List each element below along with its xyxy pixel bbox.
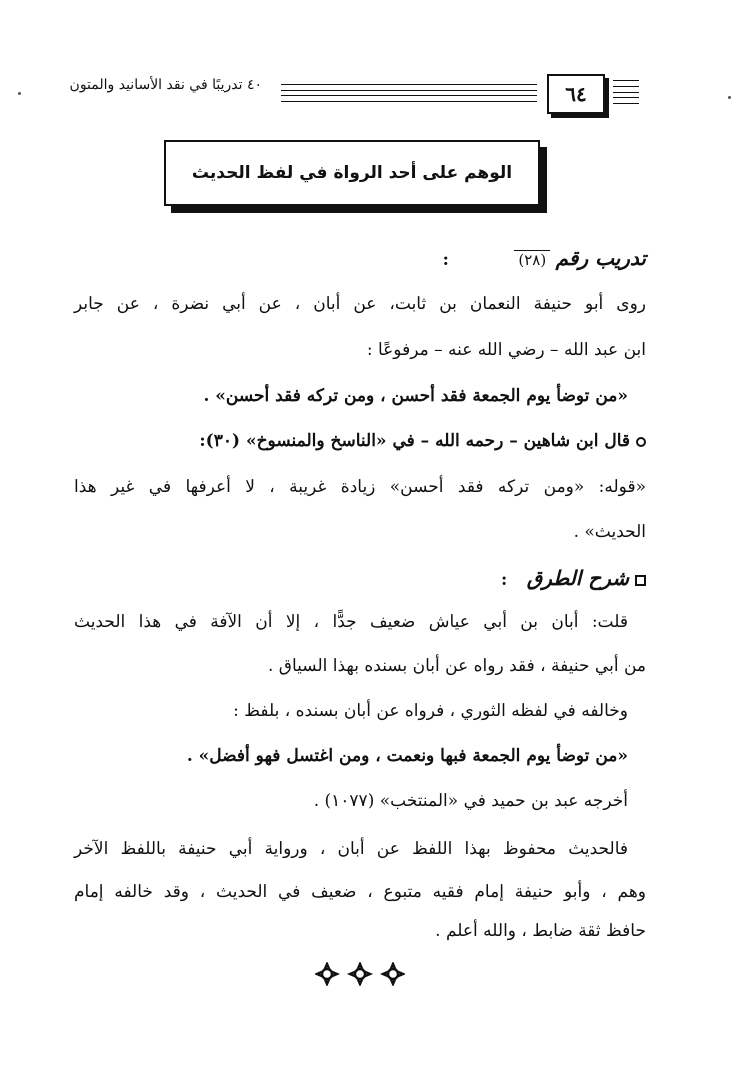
note-text: قال ابن شاهين – رحمه الله – في «الناسخ والمنسوخ» (٣٠):	[199, 431, 630, 451]
explanation-heading	[501, 563, 646, 595]
exercise-heading	[443, 243, 646, 275]
explanation-colon: :	[501, 570, 508, 590]
note-line	[199, 426, 646, 456]
flower-ornament-icon	[317, 964, 337, 984]
section-title: الوهم على أحد الرواة في لفظ الحديث	[164, 140, 540, 206]
ornament-row	[315, 962, 405, 986]
paragraph-line: من أبي حنيفة ، فقد رواه عن أبان بسنده بهذا السياق .	[267, 656, 646, 676]
header-rule-right	[613, 80, 639, 104]
running-title: ٤٠ تدريبًا في نقد الأسانيد والمتون	[69, 77, 262, 93]
explanation-label: شرح الطرق	[526, 566, 629, 590]
paragraph-line: الحديث» .	[573, 522, 646, 542]
page-number: ٦٤	[547, 74, 605, 114]
flower-ornament-icon	[350, 964, 370, 984]
paragraph-line: روى أبو حنيفة النعمان بن ثابت، عن أبان ، عن أبي نضرة ، عن جابر	[74, 294, 646, 314]
paragraph-line: أخرجه عبد بن حميد في «المنتخب» (١٠٧٧) .	[313, 791, 628, 811]
paragraph-line: ابن عبد الله – رضي الله عنه – مرفوعًا :	[366, 340, 646, 360]
paragraph-line: حافظ ثقة ضابط ، والله أعلم .	[435, 921, 646, 941]
hadith-quote: «من توضأ يوم الجمعة فقد أحسن ، ومن تركه فقد أحسن» .	[203, 386, 628, 406]
margin-dot	[728, 96, 731, 99]
paragraph-line: «قوله: «ومن تركه فقد أحسن» زيادة غريبة ، لا أعرفها في غير هذا	[74, 477, 646, 497]
circle-bullet-icon	[636, 437, 646, 447]
exercise-label: تدريب رقم	[555, 246, 646, 270]
paragraph-line: وخالفه في لفظه الثوري ، فرواه عن أبان بسنده ، بلفظ :	[233, 701, 628, 721]
paragraph-line: وهم ، وأبو حنيفة إمام فقيه متبوع ، ضعيف في الحديث ، وقد خالفه إمام	[74, 882, 646, 902]
flower-ornament-icon	[383, 964, 403, 984]
square-bullet-icon	[635, 575, 646, 586]
header-rule-left	[281, 84, 537, 102]
exercise-number: (٢٨)	[514, 250, 550, 269]
exercise-colon: :	[442, 250, 449, 270]
hadith-quote: «من توضأ يوم الجمعة فبها ونعمت ، ومن اغتسل فهو أفضل» .	[186, 746, 628, 766]
paragraph-line: قلت: أبان بن أبي عياش ضعيف جدًّا ، إلا أن الآفة في هذا الحديث	[74, 612, 628, 632]
margin-dot	[18, 92, 21, 95]
paragraph-line: فالحديث محفوظ بهذا اللفظ عن أبان ، ورواية أبي حنيفة باللفظ الآخر	[74, 839, 628, 859]
